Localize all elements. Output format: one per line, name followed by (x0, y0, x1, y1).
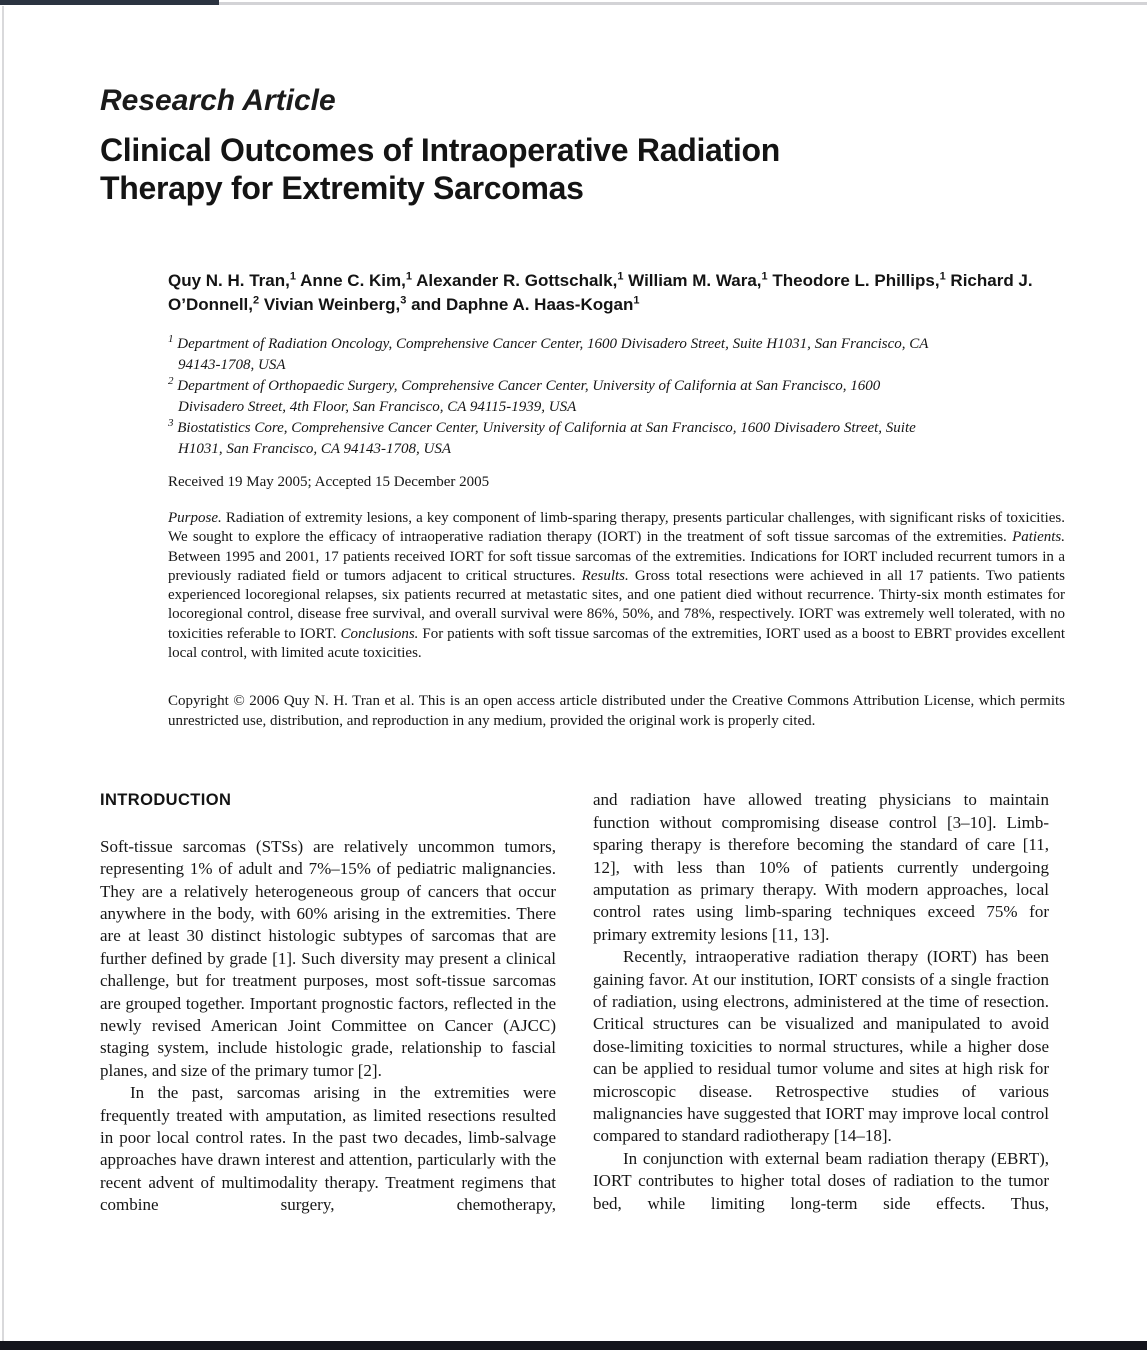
affiliation-text: Department of Radiation Oncology, Comprehensive Cancer Center, 1600 Divisadero Street, Suite H1031, San Francisco, CA 94143-1708, USA (173, 336, 929, 373)
body-paragraph: In the past, sarcomas arising in the extremities were frequently treated with amputation, as limited resections resulted in poor local control rates. In the past two decades, limb-salvage approaches have drawn interest and attention, particularly with the recent advent of multimodality therapy. Treatment regimens that combine surgery, chemotherapy, (100, 1083, 556, 1215)
author-name: and Daphne A. Haas-Kogan (406, 295, 634, 314)
introduction-heading: INTRODUCTION (100, 791, 232, 810)
affiliations-list (168, 334, 1068, 460)
byline-block (168, 269, 1068, 731)
body-paragraph: In conjunction with external beam radiation therapy (EBRT), IORT contributes to higher total doses of radiation to the tumor bed, while limiting long-term side effects. Thus, (593, 1148, 1049, 1213)
author-affiliation-superscript: 3 (400, 294, 407, 307)
article-header (100, 83, 1147, 207)
author-affiliation-superscript: 1 (939, 270, 946, 283)
author-affiliation-superscript: 2 (253, 294, 260, 307)
author-name: Anne C. Kim, (295, 271, 406, 290)
abstract-text: For patients with soft tissue sarcomas of the extremities, IORT used as a boost to EBRT provides excellent local control, with limited acute toxicities. (168, 625, 1065, 662)
article-type-kicker: Research Article (100, 84, 336, 117)
affiliation-text: Biostatistics Core, Comprehensive Cancer Center, University of California at San Francisco, 1600 Divisadero Street, Suite H1031, San Francisco, CA 94143-1708, USA (173, 420, 916, 457)
author-name: Richard J. O’Donnell, (168, 271, 1033, 314)
article-title-line-1: Clinical Outcomes of Intraoperative Radiation (100, 132, 780, 168)
author-affiliation-superscript: 1 (761, 270, 768, 283)
affiliation-number: 1 (168, 333, 174, 345)
abstract-text: Radiation of extremity lesions, a key component of limb-sparing therapy, presents particular challenges, with significant risks of toxicities. We sought to explore the efficacy of intraoperative radiation therapy (IORT) in the treatment of soft tissue sarcomas of the extremities. (168, 510, 1065, 546)
affiliation-number: 3 (168, 417, 174, 429)
authors-line (168, 269, 1068, 317)
intro-column-right (593, 789, 1049, 1216)
body-paragraph: Soft-tissue sarcomas (STSs) are relatively uncommon tumors, representing 1% of adult and 7%–15% of pediatric malignancies. They are a relatively heterogeneous group of cancers that occur anywhere in the body, with 60% arising in the extremities. There are at least 30 distinct histologic subtypes of sarcomas that are further defined by grade [1]. Such diversity may present a clinical challenge, but for treatment purposes, most soft-tissue sarcomas are grouped together. Important prognostic factors, reflected in the newly revised American Joint Committee on Cancer (AJCC) staging system, include histologic grade, relationship to fascial planes, and size of the primary tumor [2]. (100, 836, 556, 1080)
author-affiliation-superscript: 1 (405, 270, 412, 283)
affiliation-text: Department of Orthopaedic Surgery, Comprehensive Cancer Center, University of California at San Francisco, 1600 Divisadero Street, 4th Floor, San Francisco, CA 94115-1939, USA (173, 378, 881, 415)
abstract-section-label: Patients. (1012, 529, 1065, 546)
author-name: Theodore L. Phillips, (767, 271, 940, 290)
affiliation-item (168, 376, 940, 418)
abstract-paragraph (168, 509, 1065, 663)
abstract-text: Gross total resections were achieved in all 17 patients. Two patients experienced locoregional relapses, six patients recurred at metastatic sites, and one patient died without recurrence. Thirty-six month estimates for locoregional control, disease free survival, and overall survival were 86%, 50%, and 78%, respectively. IORT was extremely well tolerated, with no toxicities referable to IORT. (168, 567, 1065, 642)
bottom-edge-dark-bar (0, 1341, 1147, 1350)
affiliation-number: 2 (168, 375, 174, 387)
intro-column-left (100, 789, 556, 1216)
introduction-section (100, 789, 1147, 1216)
abstract-text: Between 1995 and 2001, 17 patients received IORT for soft tissue sarcomas of the extremities. Indications for IORT included recurrent tumors in a previously radiated field or tumors adjacent to critical structures. (168, 548, 1065, 584)
body-paragraph: and radiation have allowed treating physicians to maintain function without compromising disease control [3–10]. Limb-sparing therapy is therefore becoming the standard of care [11, 12], with less than 10% of patients currently undergoing amputation as primary therapy. With modern approaches, local control rates using limb-sparing techniques exceed 75% for primary extremity lesions [11, 13]. (593, 790, 1049, 944)
body-paragraph: Recently, intraoperative radiation therapy (IORT) has been gaining favor. At our institution, IORT consists of a single fraction of radiation, using electrons, administered at the time of resection. Critical structures can be visualized and manipulated to avoid dose-limiting toxicities to normal structures, while a higher dose can be applied to residual tumor volume and sites at high risk for microscopic disease. Retrospective studies of various malignancies have suggested that IORT may improve local control compared to standard radiotherapy [14–18]. (593, 947, 1049, 1146)
author-name: Alexander R. Gottschalk, (412, 271, 618, 290)
author-name: Quy N. H. Tran, (168, 271, 290, 290)
author-affiliation-superscript: 1 (617, 270, 624, 283)
two-column-body (100, 789, 1147, 1216)
received-accepted-line: Received 19 May 2005; Accepted 15 December 2005 (168, 474, 490, 490)
affiliation-item (168, 418, 940, 460)
abstract-section-label: Purpose. (168, 510, 222, 526)
article-title (100, 131, 1147, 207)
affiliation-item (168, 334, 940, 376)
article-title-line-2: Therapy for Extremity Sarcomas (100, 170, 584, 206)
abstract-section-label: Conclusions. (340, 625, 419, 642)
copyright-notice: Copyright © 2006 Quy N. H. Tran et al. This is an open access article distributed under the Creative Commons Attribution License, which permits unrestricted use, distribution, and reproduction in any medium, provided the original work is properly cited. (168, 693, 1065, 729)
author-name: Vivian Weinberg, (259, 295, 401, 314)
author-name: William M. Wara, (623, 271, 762, 290)
abstract-section-label: Results. (581, 567, 629, 584)
author-affiliation-superscript: 1 (633, 294, 640, 307)
author-affiliation-superscript: 1 (289, 270, 296, 283)
